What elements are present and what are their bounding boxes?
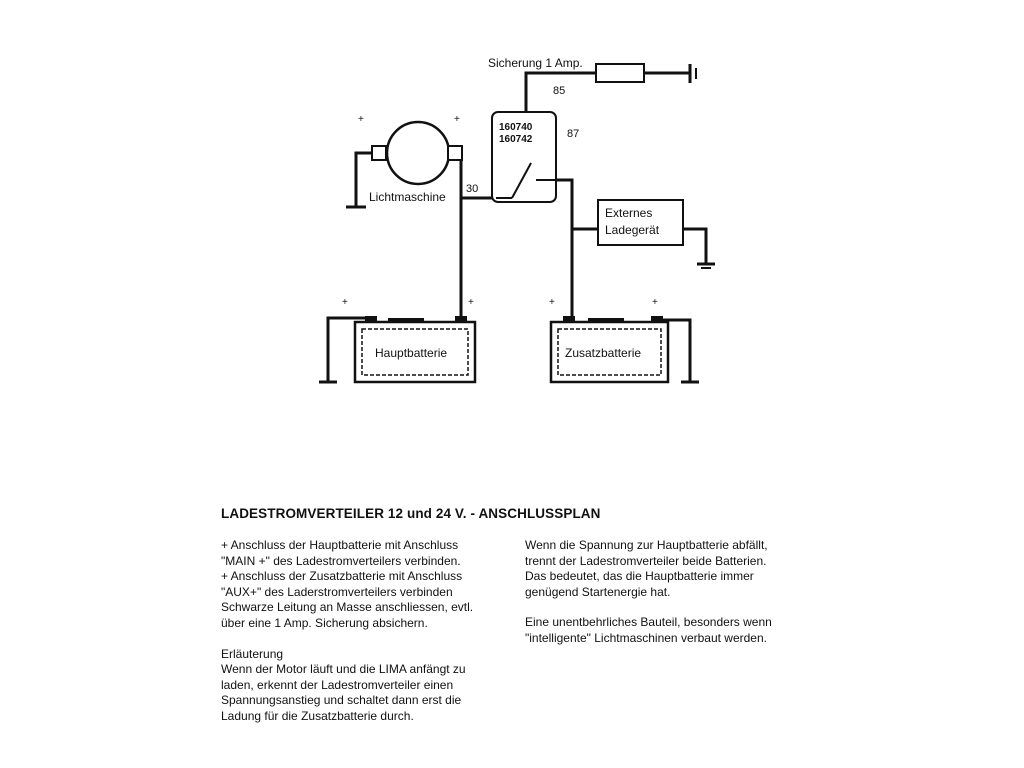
page-title: LADESTROMVERTEILER 12 und 24 V. - ANSCHLUSSPLAN xyxy=(221,506,601,521)
instruction-line: "MAIN +" des Ladestromverteilers verbinden. xyxy=(221,553,461,568)
relay-code-1: 160740 xyxy=(499,122,533,133)
relay-code-2: 160742 xyxy=(499,134,533,145)
note-line: trennt der Ladestromverteiler beide Batterien. xyxy=(525,553,767,568)
instruction-line: + Anschluss der Zusatzbatterie mit Anschluss xyxy=(221,569,463,584)
fuse xyxy=(596,64,644,82)
note-line: Eine unentbehrliches Bauteil, besonders wenn xyxy=(525,615,772,630)
main-battery-plus-left: + xyxy=(342,297,348,308)
explanation-line: Ladung für die Zusatzbatterie durch. xyxy=(221,708,414,723)
instructions-column xyxy=(221,538,473,725)
notes-column xyxy=(525,538,772,647)
explanation-line: laden, erkennt der Ladestromverteiler einen xyxy=(221,677,454,692)
fuse-label: Sicherung 1 Amp. xyxy=(488,56,583,70)
ground-symbol-charger xyxy=(697,264,715,268)
charger-label-line2: Ladegerät xyxy=(605,223,660,237)
terminal-30-label: 30 xyxy=(466,183,479,195)
aux-battery-label: Zusatzbatterie xyxy=(565,346,642,360)
alternator-label: Lichtmaschine xyxy=(369,190,446,204)
terminal-87-label: 87 xyxy=(567,128,580,140)
instruction-line: Schwarze Leitung an Masse anschliessen, evtl. xyxy=(221,600,474,615)
note-line: genügend Startenergie hat. xyxy=(525,584,671,599)
note-line: Das bedeutet, das die Hauptbatterie immer xyxy=(525,569,754,584)
terminal-85-label: 85 xyxy=(553,85,566,97)
instruction-line: "AUX+" des Laderstromverteilers verbinden xyxy=(221,584,453,599)
alternator xyxy=(372,122,462,184)
main-battery-label: Hauptbatterie xyxy=(375,346,448,360)
charger-label-line1: Externes xyxy=(605,206,653,220)
note-line: "intelligente" Lichtmaschinen verbaut werden. xyxy=(525,630,767,645)
instruction-line: + Anschluss der Hauptbatterie mit Anschluss xyxy=(221,538,459,552)
wire-relay-87-to-aux-battery xyxy=(556,180,572,320)
aux-battery-plus-right: + xyxy=(652,297,658,308)
aux-battery-plus-left: + xyxy=(549,297,555,308)
alternator-plus-left: + xyxy=(358,114,364,125)
wire-charger-ground xyxy=(683,229,706,264)
note-line: Wenn die Spannung zur Hauptbatterie abfällt, xyxy=(525,538,768,552)
explanation-line: Wenn der Motor läuft und die LIMA anfängt zu xyxy=(221,662,466,677)
main-battery-plus-right: + xyxy=(468,297,474,308)
explanation-line: Spannungsanstieg und schaltet dann erst die xyxy=(221,693,462,708)
ground-symbol-fuse xyxy=(690,64,696,83)
explanation-title: Erläuterung xyxy=(221,646,284,661)
alternator-plus-right: + xyxy=(454,114,460,125)
instruction-line: über eine 1 Amp. Sicherung absichern. xyxy=(221,615,428,630)
